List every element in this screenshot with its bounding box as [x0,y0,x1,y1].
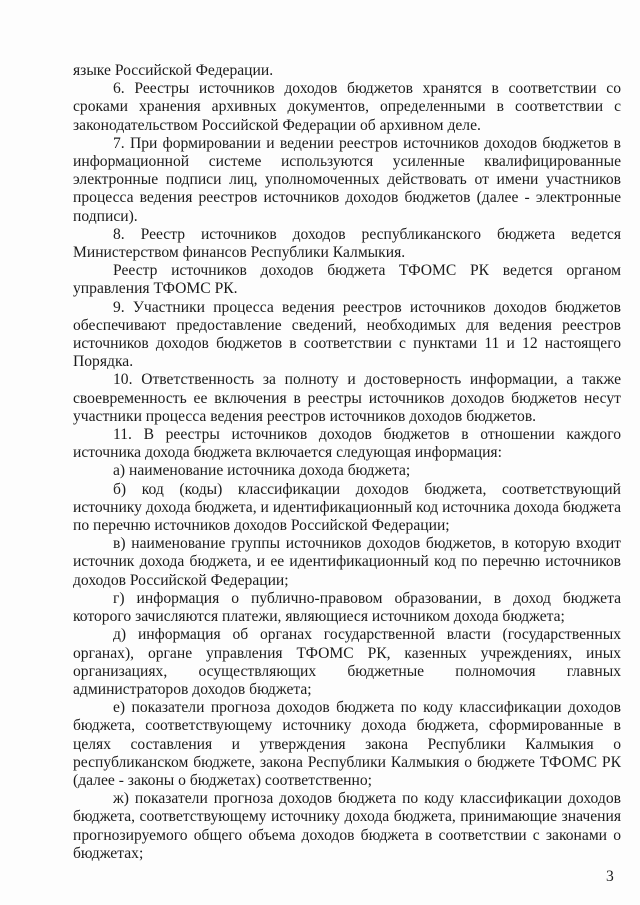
paragraph-item-11: 11. В реестры источников доходов бюджетов в отношении каждого источника дохода бюджета включается следующая информация: [73,426,621,462]
paragraph-item-7: 7. При формировании и ведении реестров источников доходов бюджетов в информационной системе используются усиленные квалифицированные электронные подписи лиц, уполномоченных действовать от имени участников процесса ведения реестров источников доходов бюджетов (далее - электронные подписи). [73,134,621,225]
paragraph-item-8-tfoms: Реестр источников доходов бюджета ТФОМС РК ведется органом управления ТФОМС РК. [73,262,621,298]
list-item-b: б) код (коды) классификации доходов бюджета, соответствующий источнику дохода бюджета, и идентификационный код источника дохода бюджета по перечню источников доходов Российской Федерации; [73,480,621,535]
paragraph-item-8: 8. Реестр источников доходов республиканского бюджета ведется Министерством финансов Республики Калмыкия. [73,225,621,262]
list-item-zh: ж) показатели прогноза доходов бюджета по коду классификации доходов бюджета, соответствующему источнику дохода бюджета, принимающие значения прогнозируемого общего объема доходов бюджета в соответствии с законами о бюджетах; [73,790,621,862]
document-body [73,62,621,863]
paragraph-intro-continuation: языке Российской Федерации. [73,62,274,79]
paragraph-item-6: 6. Реестры источников доходов бюджетов хранятся в соответствии со сроками хранения архивных документов, определенными в соответствии с законодательством Российской Федерации об архивном деле. [73,80,621,134]
page-number: 3 [606,868,614,885]
paragraph-item-9: 9. Участники процесса ведения реестров источников доходов бюджетов обеспечивают предоставление сведений, необходимых для ведения реестров источников доходов бюджетов в соответствии с пунктами 11 и 12 настоящего Порядка. [73,298,621,371]
paragraph-item-10: 10. Ответственность за полноту и достоверность информации, а также своевременность ее включения в реестры источников доходов бюджетов несут участники процесса ведения реестров источников доходов бюджетов. [73,371,621,425]
list-item-d: д) информация об органах государственной власти (государственных органах), органе управления ТФОМС РК, казенных учреждениях, иных организациях, осуществляющих бюджетные полномочия главных администраторов доходов бюджета; [73,626,621,698]
list-item-e: е) показатели прогноза доходов бюджета по коду классификации доходов бюджета, соответствующему источнику дохода бюджета, сформированные в целях составления и утверждения закона Республики Калмыкия о республиканском бюджете, закона Республики Калмыкия о бюджете ТФОМС РК (далее - законы о бюджетах) соответственно; [73,699,621,789]
list-item-v: в) наименование группы источников доходов бюджетов, в которую входит источник дохода бюджета, и ее идентификационный код по перечню источников доходов Российской Федерации; [73,535,621,589]
list-item-g: г) информация о публично-правовом образовании, в доход бюджета которого зачисляются платежи, являющиеся источником дохода бюджета; [73,589,621,626]
list-item-a: а) наименование источника дохода бюджета; [113,462,411,480]
